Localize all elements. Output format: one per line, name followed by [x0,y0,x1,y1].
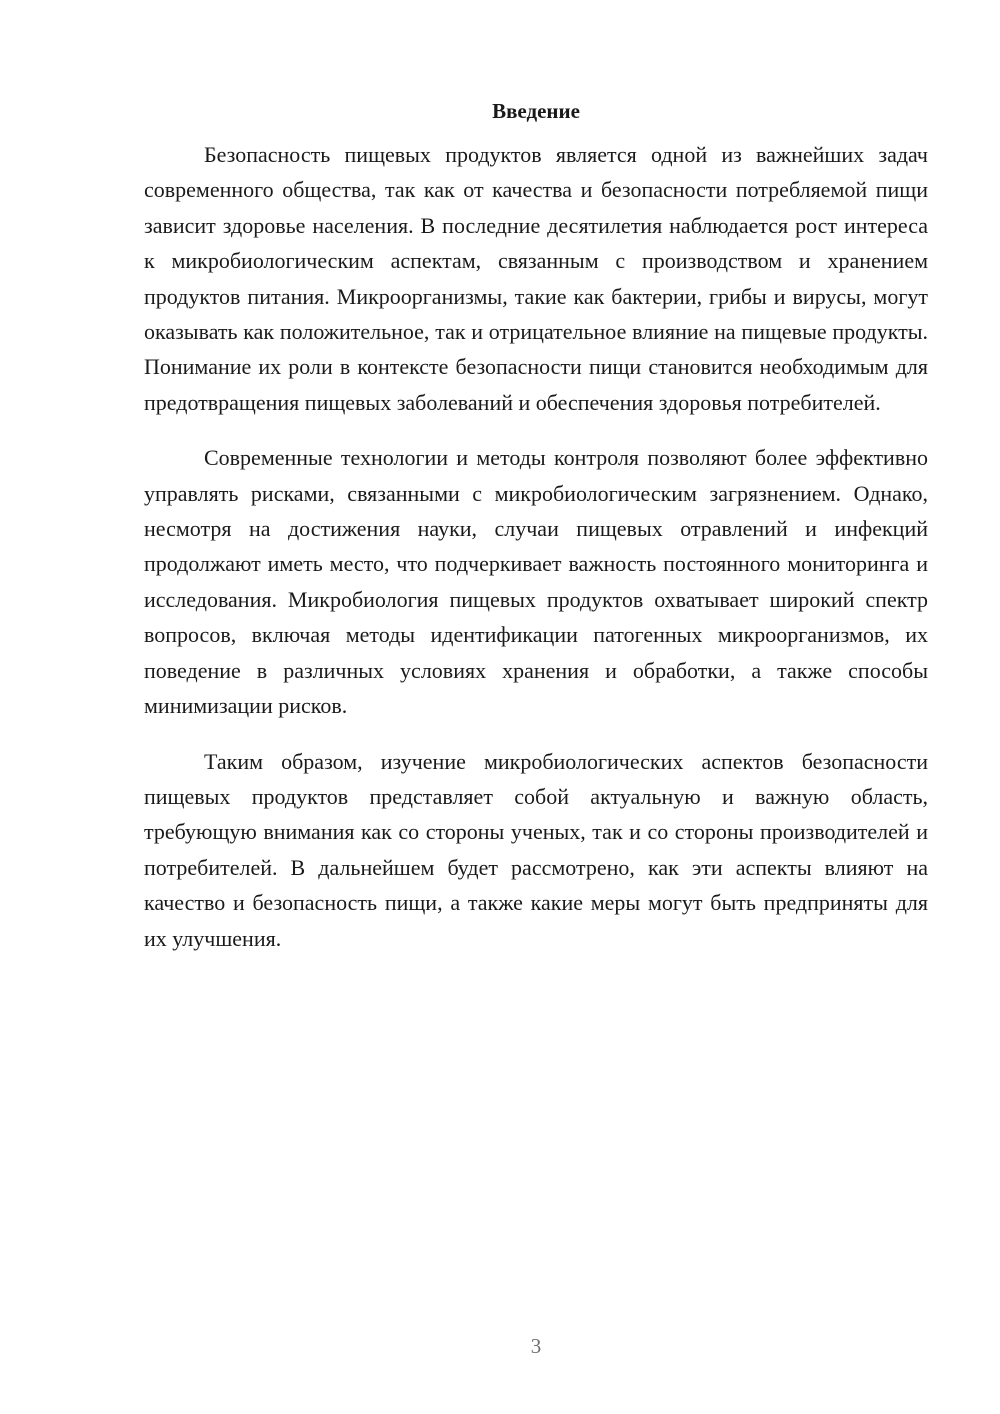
page-content [144,93,928,976]
page-number: 3 [530,1334,542,1358]
section-title: Введение [492,99,580,123]
paragraph: Таким образом, изучение микробиологических аспектов безопасности пищевых продуктов представляет собой актуальную и важную область, требующую внимания как со стороны ученых, так и со стороны производителей и потребителей. В дальнейшем будет рассмотрено, как эти аспекты влияют на качество и безопасность пищи, а также какие меры могут быть предприняты для их улучшения. [144,748,928,951]
paragraph: Безопасность пищевых продуктов является одной из важнейших задач современного общества, так как от качества и безопасности потребляемой пищи зависит здоровье населения. В последние десятилетия наблюдается рост интереса к микробиологическим аспектам, связанным с производством и хранением продуктов питания. Микроорганизмы, такие как бактерии, грибы и вирусы, могут оказывать как положительное, так и отрицательное влияние на пищевые продукты. Понимание их роли в контексте безопасности пищи становится необходимым для предотвращения пищевых заболеваний и обеспечения здоровья потребителей. [144,142,928,415]
paragraph: Современные технологии и методы контроля позволяют более эффективно управлять рисками, связанными с микробиологическим загрязнением. Однако, несмотря на достижения науки, случаи пищевых отравлений и инфекций продолжают иметь место, что подчеркивает важность постоянного мониторинга и исследования. Микробиология пищевых продуктов охватывает широкий спектр вопросов, включая методы идентификации патогенных микроорганизмов, их поведение в различных условиях хранения и обработки, а также способы минимизации рисков. [144,445,928,719]
